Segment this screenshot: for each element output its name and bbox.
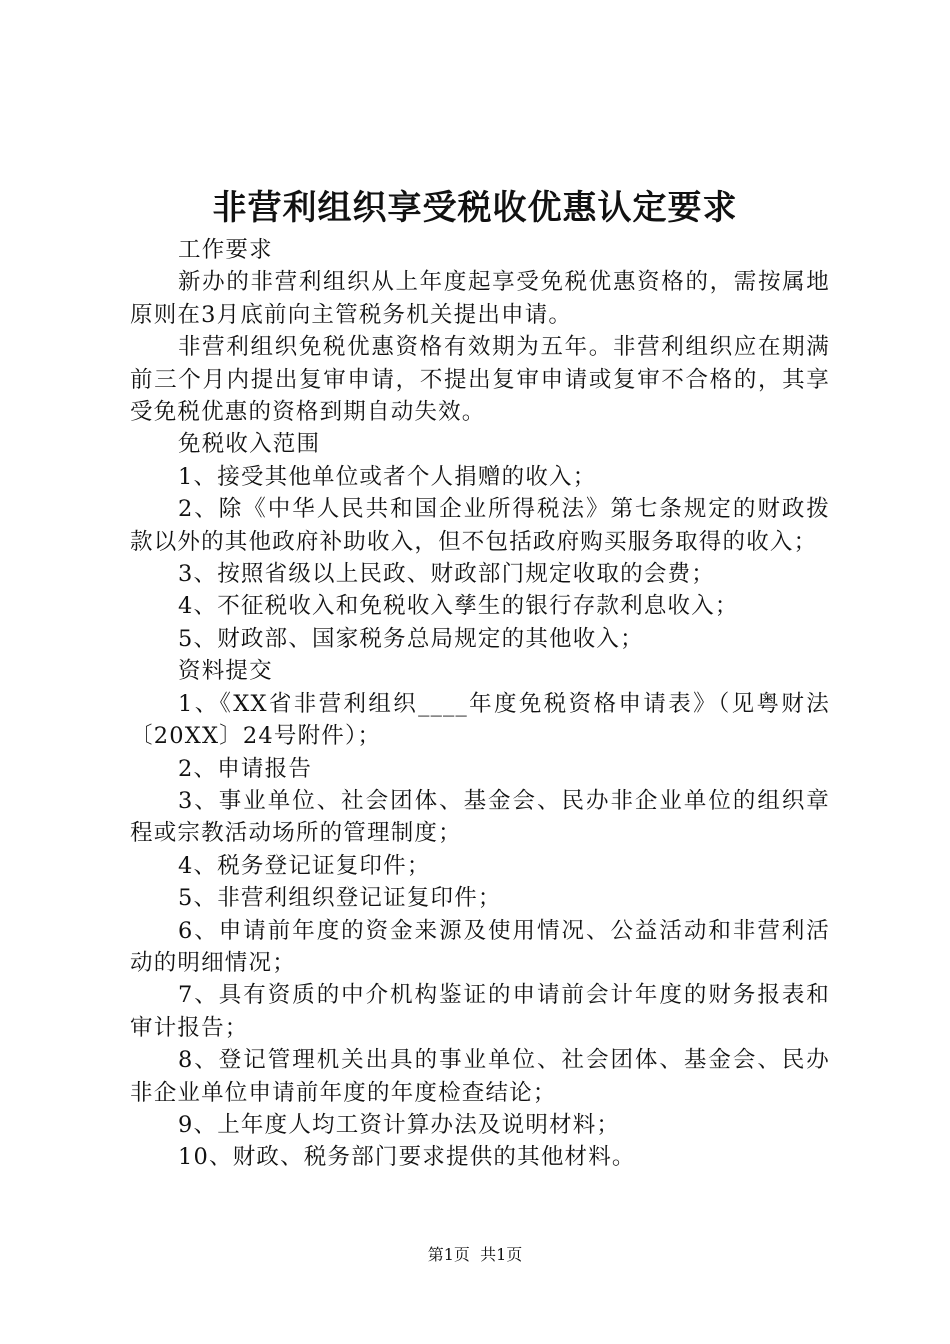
list-item: 3、事业单位、社会团体、基金会、民办非企业单位的组织章程或宗教活动场所的管理制度； bbox=[130, 787, 830, 847]
footer-separator bbox=[470, 1245, 480, 1264]
list-item: 10、财政、税务部门要求提供的其他材料。 bbox=[178, 1144, 636, 1171]
list-item: 6、申请前年度的资金来源及使用情况、公益活动和非营利活动的明细情况； bbox=[130, 917, 830, 976]
section-heading-materials: 资料提交 bbox=[178, 658, 273, 685]
list-item: 7、具有资质的中介机构鉴证的申请前会计年度的财务报表和审计报告； bbox=[130, 982, 830, 1041]
list-item: 9、上年度人均工资计算办法及说明材料； bbox=[178, 1111, 621, 1138]
page-total: 共1页 bbox=[480, 1245, 523, 1264]
page-title: 非营利组织享受税收优惠认定要求 bbox=[212, 188, 738, 228]
section-heading-exempt-income: 免税收入范围 bbox=[178, 431, 321, 458]
list-item: 1、接受其他单位或者个人捐赠的收入； bbox=[178, 463, 597, 490]
list-item: 1、《XX省非营利组织____年度免税资格申请表》（见粤财法〔20XX〕24号附件）； bbox=[130, 690, 830, 750]
paragraph: 非营利组织免税优惠资格有效期为五年。非营利组织应在期满前三个月内提出复审申请，不提出复审申请或复审不合格的，其享受免税优惠的资格到期自动失效。 bbox=[130, 334, 830, 426]
page-footer bbox=[0, 1244, 950, 1266]
list-item: 4、税务登记证复印件； bbox=[178, 852, 431, 879]
list-item: 2、除《中华人民共和国企业所得税法》第七条规定的财政拨款以外的其他政府补助收入，但不包括政府购买服务取得的收入； bbox=[130, 496, 830, 555]
page-number: 第1页 bbox=[427, 1245, 470, 1264]
list-item: 2、申请报告 bbox=[178, 755, 313, 782]
list-item: 4、不征税收入和免税收入孳生的银行存款利息收入； bbox=[178, 593, 739, 620]
list-item: 5、财政部、国家税务总局规定的其他收入； bbox=[178, 625, 644, 652]
list-item: 8、登记管理机关出具的事业单位、社会团体、基金会、民办非企业单位申请前年度的年度检查结论； bbox=[130, 1047, 830, 1106]
paragraph: 新办的非营利组织从上年度起享受免税优惠资格的，需按属地原则在3月底前向主管税务机关提出申请。 bbox=[130, 269, 830, 328]
list-item: 3、按照省级以上民政、财政部门规定收取的会费； bbox=[178, 561, 715, 588]
list-item: 5、非营利组织登记证复印件； bbox=[178, 885, 502, 912]
section-heading-work-requirements: 工作要求 bbox=[178, 237, 273, 263]
document-body bbox=[130, 234, 830, 1174]
